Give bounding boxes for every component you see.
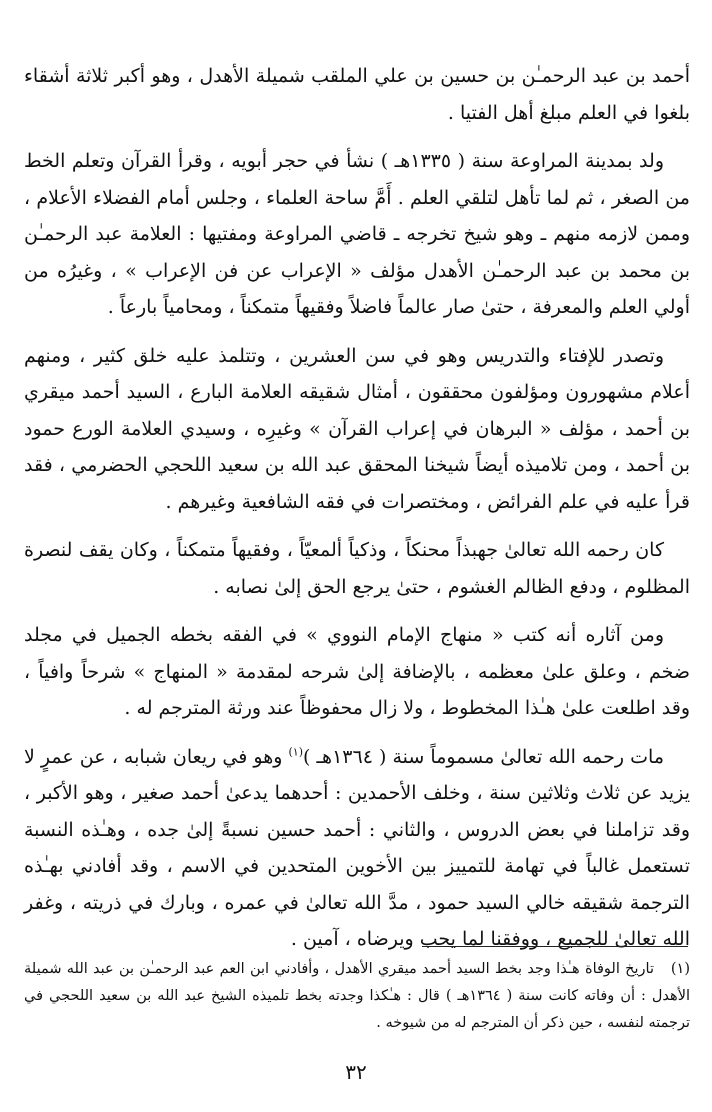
paragraph-6 — [24, 739, 690, 958]
paragraph-6-rest: وهو في ريعان شبابه ، عن عمرٍ لا يزيد عن ثلاث وثلاثين سنة ، وخلف الأحمدين : أحدهما يدعىٰ أحمد صغير ، وهو الأكبر ، وقد تزاملنا في بعض الدروس ، والثاني : أحمد حسين نسبةً إلىٰ جده ، وهـٰذه النسبة تستعمل غالباً في تهامة للتمييز بين الأخوين المتحدين في الاسم ، وقد أفادني بهـٰذه الترجمة شقيقه خالي السيد حمود ، مدَّ الله تعالىٰ في عمره ، وبارك في ذريته ، وغفر الله تعالىٰ للجميع ، ووفقنا لما يحب ويرضاه ، آمين . — [24, 745, 690, 950]
footnote-text: تاريخ الوفاة هـٰذا وجد بخط السيد أحمد ميقري الأهدل ، وأفادني ابن العم عبد الرحمـٰن بن عبد الله شميلة الأهدل : أن وفاته كانت سنة ( ١٣٦٤هـ ) قال : هـٰكذا وجدته بخط تلميذه الشيخ عبد الله بن سعيد اللحجي في ترجمته لنفسه ، حين ذكر أن المترجم له من شيوخه . — [24, 961, 690, 1031]
main-text — [24, 58, 690, 970]
page-number: ٣٢ — [345, 1060, 367, 1084]
footnote-divider — [422, 946, 688, 947]
paragraph-3: وتصدر للإفتاء والتدريس وهو في سن العشرين ، وتتلمذ عليه خلق كثير ، ومنهم أعلام مشهورون ومؤلفون محققون ، أمثال شقيقه العلامة البارع ، السيد أحمد ميقري بن أحمد ، مؤلف « البرهان في إعراب القرآن » وغيرِه ، وسيدي العلامة الورع حمود بن أحمد ، ومن تلاميذه أيضاً شيخنا المحقق عبد الله بن سعيد اللحجي الحضرمي ، فقد قرأ عليه في علم الفرائض ، ومختصرات في فقه الشافعية وغيرهم . — [24, 344, 690, 513]
paragraph-1: أحمد بن عبد الرحمـٰن بن حسين بن علي الملقب شميلة الأهدل ، وهو أكبر ثلاثة أشقاء بلغوا في العلم مبلغ أهل الفتيا . — [24, 65, 690, 124]
footnote-marker[interactable]: (١) — [288, 745, 303, 759]
footnote — [24, 956, 690, 1037]
paragraph-4: كان رحمه الله تعالىٰ جهبذاً محنكاً ، وذكياً ألمعيّاً ، وفقيهاً متمكناً ، وكان يقف لنصرة المظلوم ، ودفع الظالم الغشوم ، حتىٰ يرجع الحق إلىٰ نصابه . — [24, 539, 690, 598]
paragraph-5: ومن آثاره أنه كتب « منهاج الإمام النووي » في الفقه بخطه الجميل في مجلد ضخم ، وعلق علىٰ معظمه ، بالإضافة إلىٰ شرحه لمقدمة « المنهاج » شرحاً وافياً ، وقد اطلعت علىٰ هـٰذا المخطوط ، ولا زال محفوظاً عند ورثة المترجم له . — [24, 624, 690, 719]
paragraph-6-start: مات رحمه الله تعالىٰ مسموماً سنة ( ١٣٦٤هـ ) — [302, 745, 665, 768]
paragraph-2: ولد بمدينة المراوعة سنة ( ١٣٣٥هـ ) نشأ في حجر أبويه ، وقرأ القرآن وتعلم الخط من الصغر ، ثم لما تأهل لتلقي العلم . أَمَّ ساحة العلماء ، وجلس أمام الفضلاء الأعلام ، وممن لازمه منهم ـ وهو شيخ تخرجه ـ قاضي المراوعة ومفتيها : العلامة عبد الرحمـٰن بن محمد بن عبد الرحمـٰن الأهدل مؤلف « الإعراب عن فن الإعراب » ، وغيرُه من أولي العلم والمعرفة ، حتىٰ صار عالماً فاضلاً وفقيهاً متمكناً ، ومحامياً بارعاً . — [24, 150, 690, 318]
footnote-number: (١) — [670, 961, 690, 977]
